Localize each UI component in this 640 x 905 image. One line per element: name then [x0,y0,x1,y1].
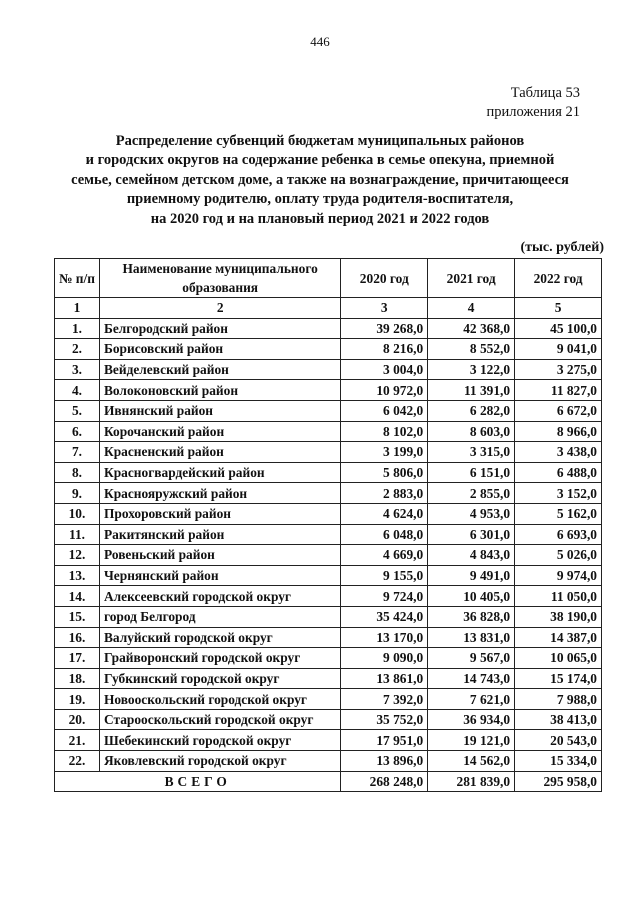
row-value-2021: 42 368,0 [428,318,515,339]
row-value-2021: 14 562,0 [428,751,515,772]
row-value-2021: 6 282,0 [428,400,515,421]
row-name: Губкинский городской округ [99,668,340,689]
title-line: Распределение субвенций бюджетам муниципальных районов [115,133,525,149]
subvention-table [54,258,602,792]
row-value-2022: 14 387,0 [515,627,602,648]
col-index: 2 [99,298,340,319]
page-number: 446 [310,34,330,49]
table-row [55,400,602,421]
row-value-2022: 8 966,0 [515,421,602,442]
row-value-2021: 6 301,0 [428,524,515,545]
row-name: Шебекинский городской округ [99,730,340,751]
row-value-2021: 4 843,0 [428,545,515,566]
row-name: Ровеньский район [99,545,340,566]
row-value-2020: 39 268,0 [341,318,428,339]
header-num: № п/п [55,259,100,298]
table-row [55,709,602,730]
row-value-2020: 7 392,0 [341,689,428,710]
row-value-2022: 11 050,0 [515,586,602,607]
total-2021: 281 839,0 [428,771,515,792]
row-value-2020: 9 724,0 [341,586,428,607]
row-number: 13. [55,565,100,586]
row-value-2020: 35 424,0 [341,606,428,627]
row-number: 12. [55,545,100,566]
total-label: ВСЕГО [55,771,341,792]
row-name: Яковлевский городской округ [99,751,340,772]
title-line: на 2020 год и на плановый период 2021 и 2022 годов [150,210,490,227]
row-name: Волоконовский район [99,380,340,401]
row-name: Прохоровский район [99,503,340,524]
table-row [55,339,602,360]
row-value-2020: 13 896,0 [341,751,428,772]
row-value-2022: 15 174,0 [515,668,602,689]
row-name: Чернянский район [99,565,340,586]
row-value-2021: 3 122,0 [428,359,515,380]
total-2020: 268 248,0 [341,771,428,792]
row-value-2022: 15 334,0 [515,751,602,772]
row-value-2020: 9 090,0 [341,648,428,669]
row-name: Грайворонский городской округ [99,648,340,669]
table-row [55,359,602,380]
title-line: приемному родителю, оплату труда родителя-воспитателя, [126,191,514,208]
row-number: 14. [55,586,100,607]
row-value-2021: 36 828,0 [428,606,515,627]
row-number: 18. [55,668,100,689]
row-number: 6. [55,421,100,442]
row-value-2021: 9 491,0 [428,565,515,586]
row-value-2022: 9 041,0 [515,339,602,360]
title-line: семье, семейном детском доме, а также на вознаграждение, причитающееся [71,171,569,188]
row-value-2020: 13 861,0 [341,668,428,689]
row-name: Красненский район [99,442,340,463]
row-value-2022: 3 438,0 [515,442,602,463]
row-number: 1. [55,318,100,339]
table-row [55,380,602,401]
header-2020: 2020 год [341,259,428,298]
table-header-row [55,259,602,298]
row-value-2020: 3 199,0 [341,442,428,463]
table-row [55,730,602,751]
table-body [55,318,602,771]
header-2022: 2022 год [515,259,602,298]
table-row [55,524,602,545]
row-number: 11. [55,524,100,545]
row-value-2022: 5 162,0 [515,503,602,524]
col-index: 1 [55,298,100,319]
row-value-2021: 2 855,0 [428,483,515,504]
row-value-2021: 6 151,0 [428,462,515,483]
row-value-2022: 5 026,0 [515,545,602,566]
row-number: 9. [55,483,100,504]
row-value-2022: 10 065,0 [515,648,602,669]
col-index: 5 [515,298,602,319]
table-row [55,751,602,772]
row-name: Корочанский район [99,421,340,442]
row-name: Белгородский район [99,318,340,339]
appendix-number: приложения 21 [486,104,580,120]
table-row [55,627,602,648]
col-index: 3 [341,298,428,319]
row-value-2022: 45 100,0 [515,318,602,339]
row-name: город Белгород [99,606,340,627]
table-row [55,483,602,504]
row-number: 16. [55,627,100,648]
row-value-2020: 2 883,0 [341,483,428,504]
row-number: 4. [55,380,100,401]
table-row [55,586,602,607]
row-name: Борисовский район [99,339,340,360]
row-value-2021: 8 603,0 [428,421,515,442]
row-value-2021: 4 953,0 [428,503,515,524]
row-value-2020: 6 048,0 [341,524,428,545]
row-number: 10. [55,503,100,524]
table-row [55,648,602,669]
row-name: Краснояружский район [99,483,340,504]
row-value-2021: 13 831,0 [428,627,515,648]
row-name: Новооскольский городской округ [99,689,340,710]
row-value-2022: 11 827,0 [515,380,602,401]
row-number: 19. [55,689,100,710]
row-name: Вейделевский район [99,359,340,380]
table-row [55,606,602,627]
row-value-2022: 6 488,0 [515,462,602,483]
table-row [55,689,602,710]
row-value-2021: 11 391,0 [428,380,515,401]
header-2021: 2021 год [428,259,515,298]
row-value-2022: 6 672,0 [515,400,602,421]
table-row [55,503,602,524]
row-value-2020: 9 155,0 [341,565,428,586]
column-index-row [55,298,602,319]
row-number: 8. [55,462,100,483]
row-value-2021: 10 405,0 [428,586,515,607]
row-value-2022: 38 190,0 [515,606,602,627]
row-value-2021: 19 121,0 [428,730,515,751]
total-row [55,771,602,792]
row-value-2021: 3 315,0 [428,442,515,463]
row-name: Старооскольский городской округ [99,709,340,730]
row-value-2020: 6 042,0 [341,400,428,421]
row-number: 3. [55,359,100,380]
row-value-2022: 20 543,0 [515,730,602,751]
row-name: Ивнянский район [99,400,340,421]
row-value-2021: 9 567,0 [428,648,515,669]
row-value-2022: 3 152,0 [515,483,602,504]
row-number: 7. [55,442,100,463]
table-row [55,545,602,566]
row-number: 17. [55,648,100,669]
table-row [55,668,602,689]
document-title [40,132,600,229]
row-value-2021: 8 552,0 [428,339,515,360]
row-value-2022: 6 693,0 [515,524,602,545]
row-value-2022: 38 413,0 [515,709,602,730]
row-number: 5. [55,400,100,421]
row-name: Валуйский городской округ [99,627,340,648]
row-value-2020: 13 170,0 [341,627,428,648]
row-value-2020: 8 216,0 [341,339,428,360]
row-number: 22. [55,751,100,772]
row-value-2022: 3 275,0 [515,359,602,380]
row-value-2022: 9 974,0 [515,565,602,586]
row-number: 15. [55,606,100,627]
row-value-2020: 4 669,0 [341,545,428,566]
table-row [55,462,602,483]
row-number: 2. [55,339,100,360]
table-reference [487,84,580,122]
row-number: 21. [55,730,100,751]
col-index: 4 [428,298,515,319]
row-name: Красногвардейский район [99,462,340,483]
table-row [55,318,602,339]
table-row [55,421,602,442]
units-label: (тыс. рублей) [520,240,604,255]
row-value-2022: 7 988,0 [515,689,602,710]
table-row [55,565,602,586]
table-number: Таблица 53 [510,85,580,101]
row-number: 20. [55,709,100,730]
header-name: Наименование муниципального образования [99,259,340,298]
total-2022: 295 958,0 [515,771,602,792]
row-value-2020: 17 951,0 [341,730,428,751]
row-value-2020: 8 102,0 [341,421,428,442]
row-name: Алексеевский городской округ [99,586,340,607]
row-value-2020: 35 752,0 [341,709,428,730]
title-line: и городских округов на содержание ребенка в семье опекуна, приемной [85,152,555,169]
row-value-2021: 36 934,0 [428,709,515,730]
row-value-2020: 5 806,0 [341,462,428,483]
row-value-2020: 10 972,0 [341,380,428,401]
row-value-2020: 4 624,0 [341,503,428,524]
table-row [55,442,602,463]
row-value-2021: 7 621,0 [428,689,515,710]
row-name: Ракитянский район [99,524,340,545]
row-value-2021: 14 743,0 [428,668,515,689]
row-value-2020: 3 004,0 [341,359,428,380]
